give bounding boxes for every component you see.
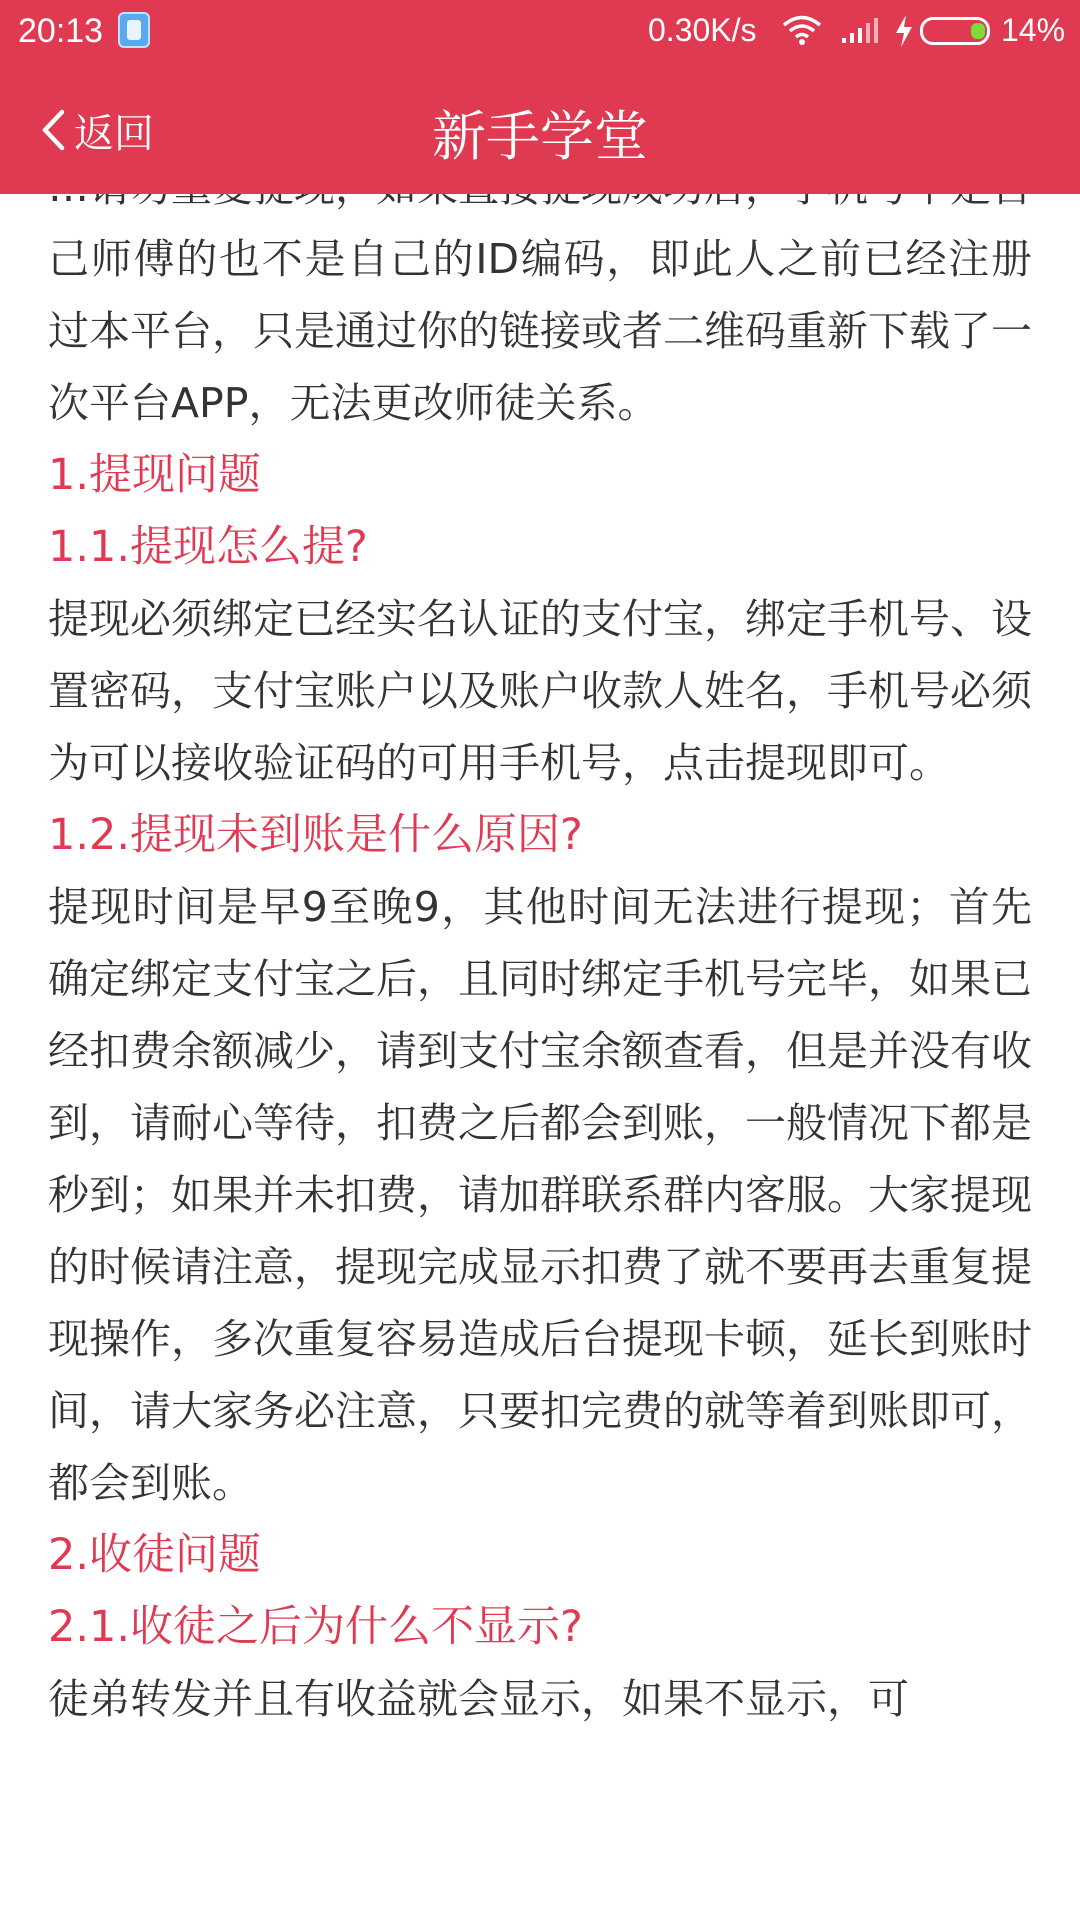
subsection-heading: 1.2.提现未到账是什么原因? — [48, 810, 583, 860]
article-paragraph: 徒弟转发并且有收益就会显示，如果不显示，可 — [48, 1675, 909, 1723]
article-paragraph: 己师傅的也不是自己的ID编码，即此人之前已经注册过本平台，只是通过你的链接或者二维码重新下载了一次平台APP，无法更改师徒关系。 — [48, 235, 1032, 427]
back-label: 返回 — [74, 110, 154, 157]
status-time: 20:13 — [18, 12, 104, 50]
article-paragraph: 提现必须绑定已经实名认证的支付宝，绑定手机号、设置密码，支付宝账户以及账户收款人姓名，手机号必须为可以接收验证码的可用手机号，点击提现即可。 — [48, 595, 1032, 787]
battery-percent: 14% — [1001, 12, 1066, 48]
charging-icon — [893, 14, 915, 53]
subsection-heading: 1.1.提现怎么提? — [48, 522, 368, 572]
article-paragraph: 提现时间是早9至晚9，其他时间无法进行提现；首先确定绑定支付宝之后，且同时绑定手机号完毕，如果已经扣费余额减少，请到支付宝余额查看，但是并没有收到，请耐心等待，扣费之后都会到账，一般情况下都是秒到；如果并未扣费，请加群联系群内客服。大家提现的时候请注意，提现完成显示扣费了就不要再去重复提现操作，多次重复容易造成后台提现卡顿，延长到账时间，请大家务必注意，只要扣完费的就等着到账即可，都会到账。 — [48, 883, 1032, 1507]
battery-icon — [920, 17, 990, 45]
section-heading: 2.收徒问题 — [48, 1530, 262, 1580]
article-content[interactable] — [48, 194, 1032, 1920]
wifi-icon — [782, 14, 822, 51]
network-speed: 0.30K/s — [648, 12, 757, 48]
notification-app-icon — [118, 12, 150, 48]
subsection-heading: 2.1.收徒之后为什么不显示? — [48, 1602, 583, 1652]
section-heading: 1.提现问题 — [48, 450, 262, 500]
signal-icon — [840, 16, 880, 49]
status-bar — [0, 0, 1080, 64]
title-bar — [0, 64, 1080, 194]
page-title: 新手学堂 — [432, 105, 648, 168]
